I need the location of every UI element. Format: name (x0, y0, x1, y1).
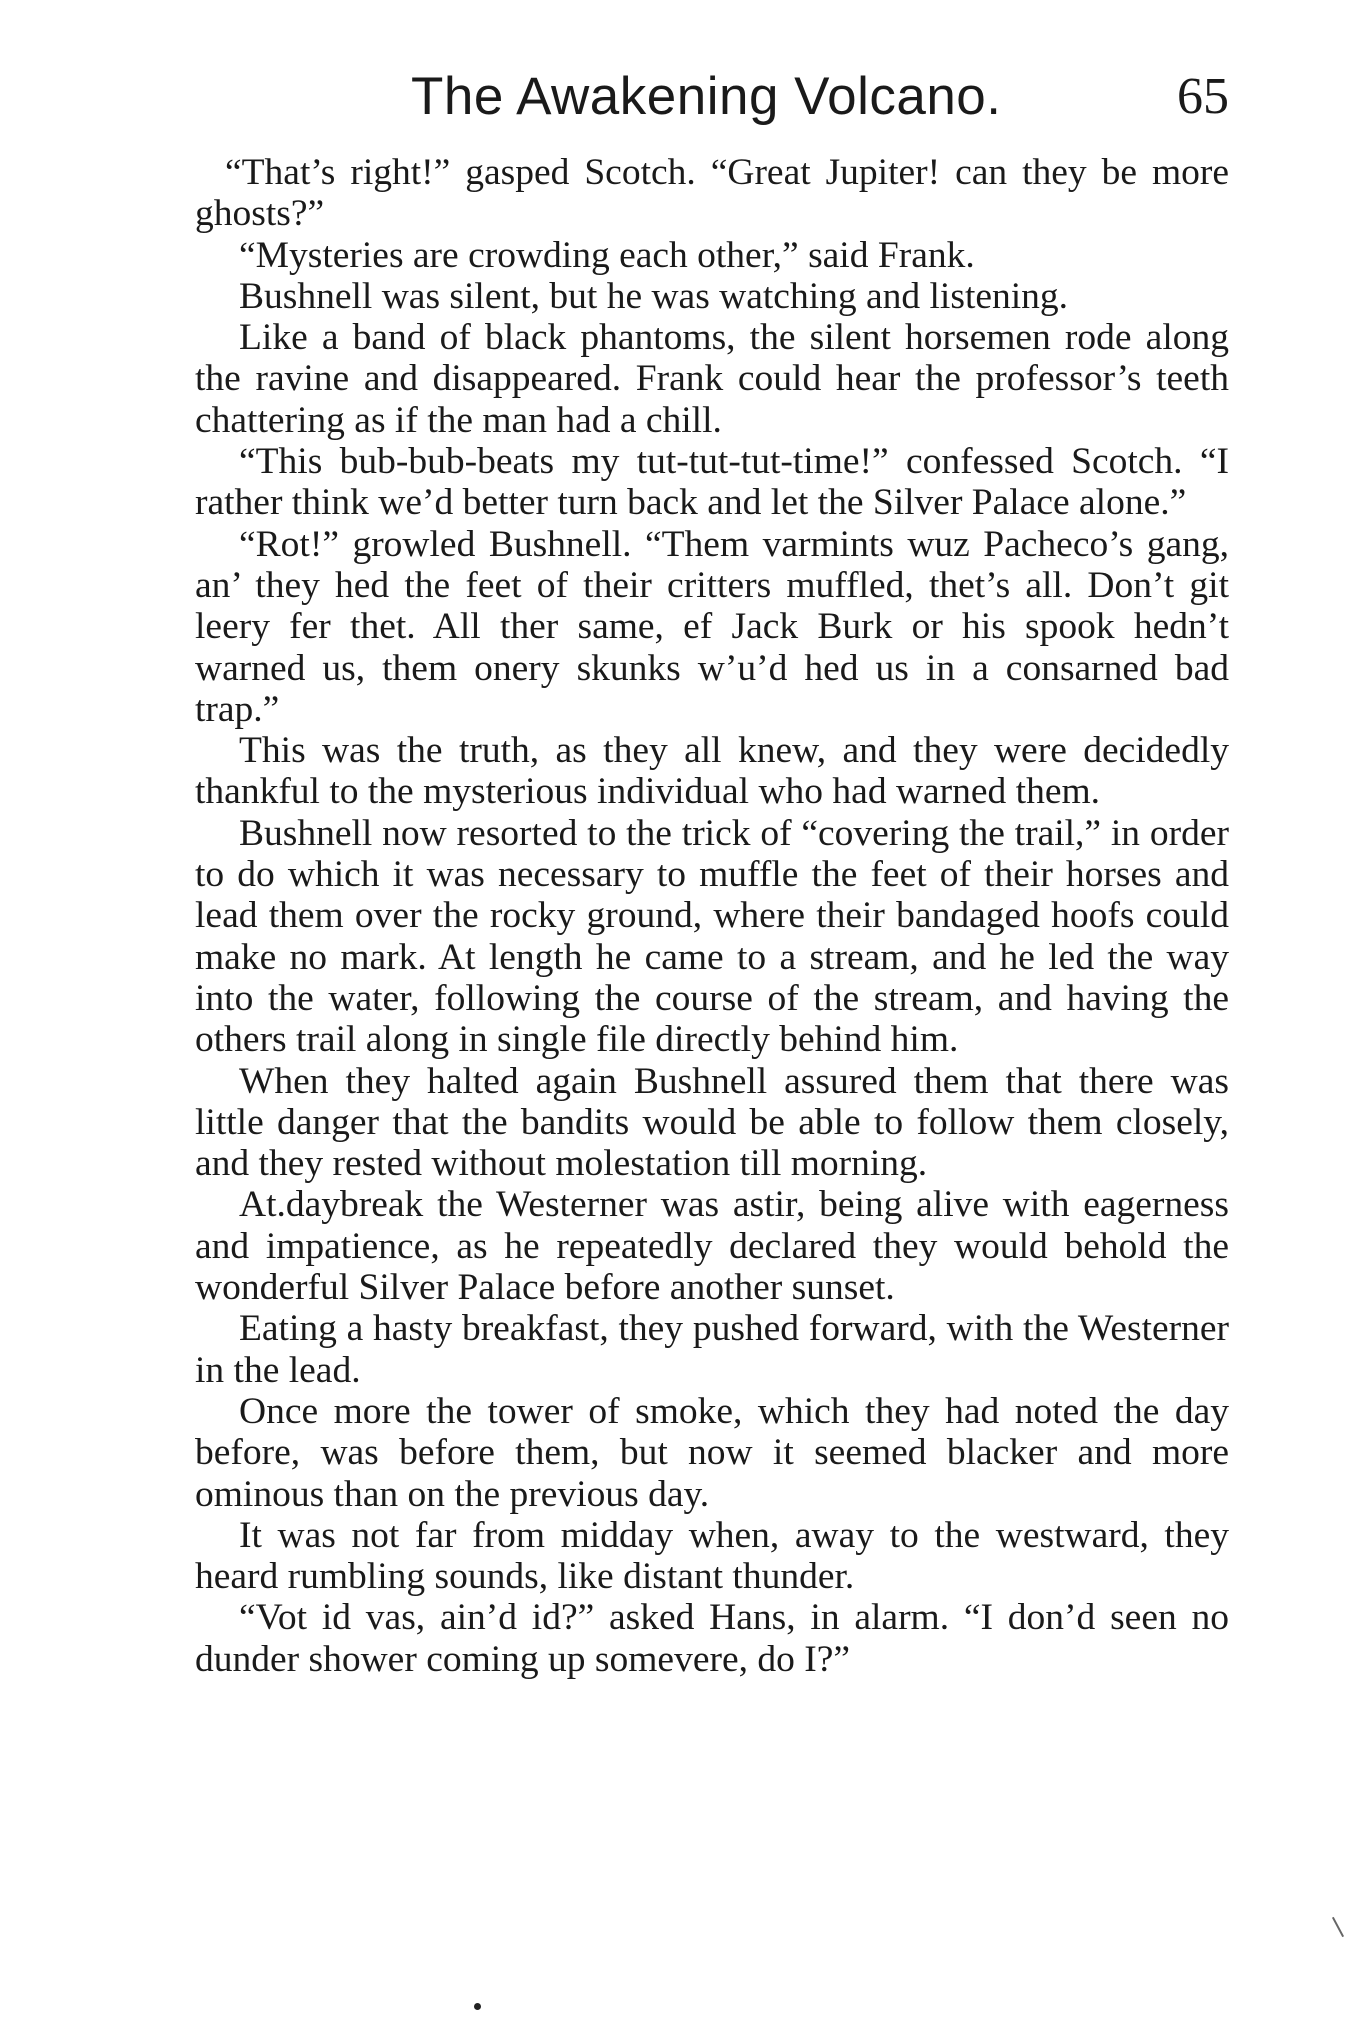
page-number: 65 (1177, 68, 1229, 125)
paragraph: “This bub-bub-beats my tut-tut-tut-time!” confessed Scotch. “I rather think we’d better turn back and let the Silver Palace alone.” (195, 441, 1229, 524)
paragraph: This was the truth, as they all knew, and they were decidedly thankful to the mysterious individual who had warned them. (195, 730, 1229, 813)
print-speck (474, 2003, 481, 2010)
paragraph: Bushnell now resorted to the trick of “covering the trail,” in order to do which it was necessary to muffle the feet of their horses and lead them over the rocky ground, where their bandaged hoofs could make no mark. At length he came to a stream, and he led the way into the water, following the course of the stream, and having the others trail along in single file directly behind him. (195, 812, 1229, 1061)
paragraph: Like a band of black phantoms, the silent horsemen rode along the ravine and disappeared. Frank could hear the professor’s teeth chattering as if the man had a chill. (195, 317, 1229, 441)
paragraph: When they halted again Bushnell assured them that there was little danger that the bandits would be able to follow them closely, and they rested without molestation till morning. (195, 1060, 1229, 1185)
page-header (195, 62, 1235, 132)
paragraph: “Mysteries are crowding each other,” said Frank. (239, 234, 975, 276)
paragraph: “Rot!” growled Bushnell. “Them varmints wuz Pacheco’s gang, an’ they hed the feet of their critters muffled, thet’s all. Don’t git leery fer thet. All ther same, ef Jack Burk or his spook hedn’t warned us, them onery skunks w’u’d hed us in a consarned bad trap.” (195, 523, 1229, 730)
paragraph: At.daybreak the Westerner was astir, being alive with eagerness and impatience, as he repeatedly declared they would behold the wonderful Silver Palace before another sunset. (195, 1184, 1229, 1309)
paragraph: “Vot id vas, ain’d id?” asked Hans, in alarm. “I don’d seen no dunder shower coming up somevere, do I?” (195, 1597, 1229, 1680)
paragraph: Bushnell was silent, but he was watching and listening. (239, 275, 1069, 317)
running-title: The Awakening Volcano. (411, 67, 1002, 126)
paragraph: Eating a hasty breakfast, they pushed forward, with the Westerner in the lead. (195, 1308, 1229, 1391)
paragraph: Once more the tower of smoke, which they had noted the day before, was before them, but now it seemed blacker and more ominous than on the previous day. (195, 1390, 1229, 1515)
paragraph: It was not far from midday when, away to the westward, they heard rumbling sounds, like distant thunder. (195, 1514, 1229, 1598)
body-text (195, 152, 1229, 1952)
paragraph: “That’s right!” gasped Scotch. “Great Jupiter! can they be more ghosts?” (195, 152, 1229, 235)
scan-mark (1332, 1917, 1344, 1937)
